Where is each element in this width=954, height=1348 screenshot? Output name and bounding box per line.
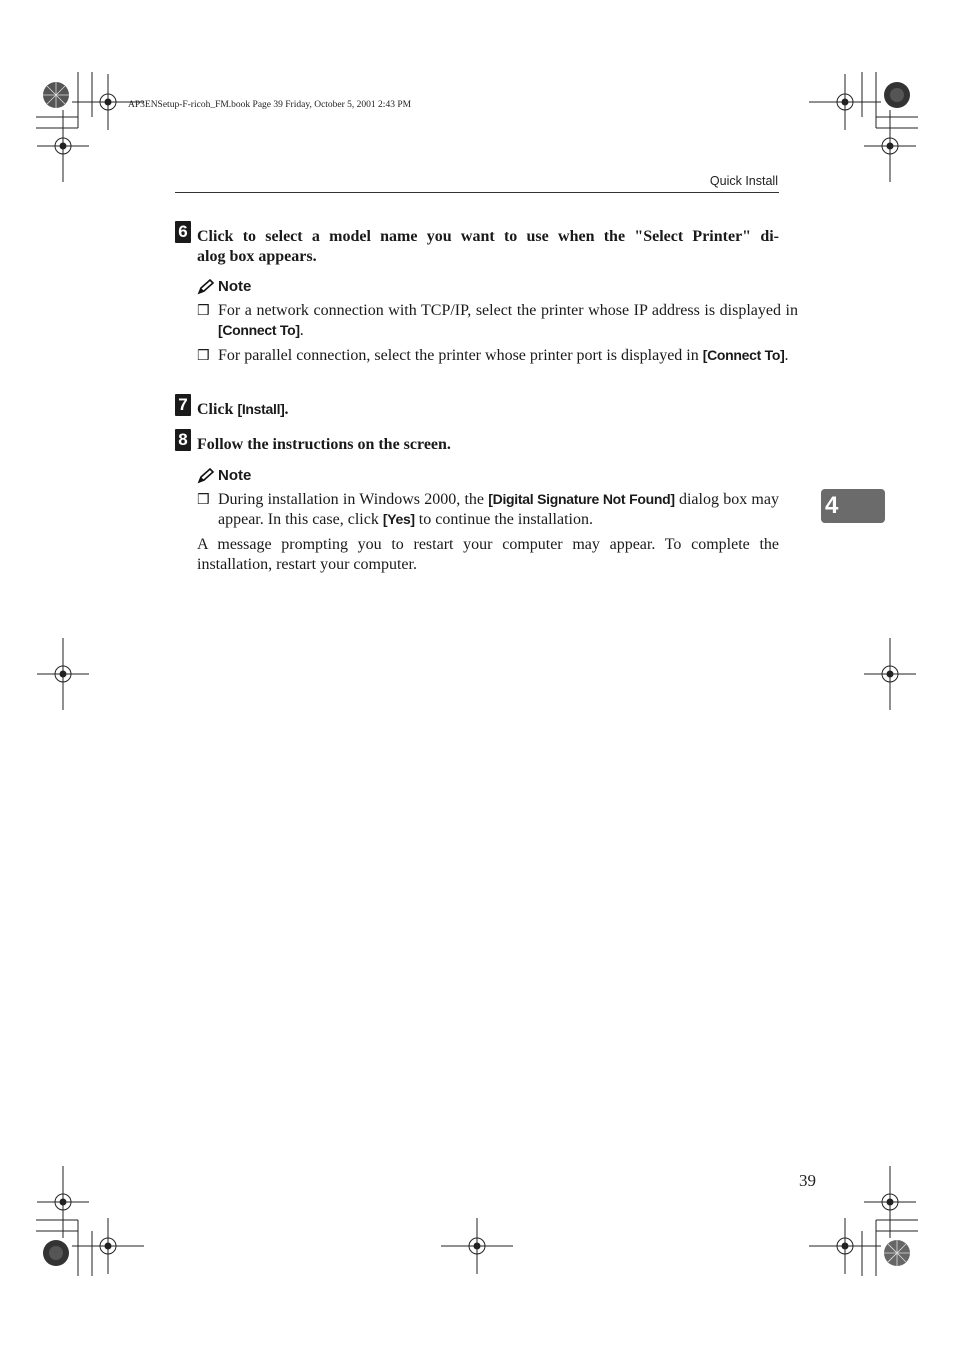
- note-item: [197, 301, 798, 340]
- note-text: to continue the installation.: [414, 510, 593, 528]
- ui-label: [Connect To]: [702, 347, 785, 363]
- note-title: Note: [218, 467, 252, 484]
- ui-label: [Install]: [237, 401, 285, 417]
- step-number: 8: [175, 429, 191, 451]
- ui-label: [Digital Signature Not Found]: [488, 491, 675, 507]
- page-number: 39: [799, 1171, 816, 1190]
- file-header: AP3ENSetup-F-ricoh_FM.book Page 39 Friday, October 5, 2001 2:43 PM: [128, 100, 412, 110]
- note-heading: [197, 278, 251, 295]
- ui-label: [Yes]: [382, 510, 415, 527]
- note-text: For a network connection with TCP/IP, select the printer whose IP address is displayed in: [218, 302, 798, 319]
- note-text: dialog box may appear. In this case, click: [218, 491, 779, 528]
- step-text: Follow the instructions on the screen.: [197, 436, 451, 453]
- step-text-part: Click: [197, 401, 238, 418]
- step-text: [197, 227, 779, 266]
- note-title: Note: [218, 278, 252, 295]
- pencil-icon: [197, 468, 215, 484]
- note-text: For parallel connection, select the printer whose printer port is displayed in: [218, 347, 703, 364]
- body-paragraph: A message prompting you to restart your computer may appear. To complete the installation, restart your computer.: [197, 536, 779, 573]
- checkbox-bullet-icon: ❒: [197, 303, 210, 319]
- step-number: 6: [175, 221, 191, 243]
- ui-label: [Connect To]: [218, 321, 300, 338]
- note-text: .: [299, 321, 304, 339]
- note-text: During installation in Windows 2000, the: [218, 491, 489, 508]
- note-text: .: [784, 347, 789, 364]
- checkbox-bullet-icon: ❒: [197, 492, 210, 508]
- note-item: [197, 490, 779, 529]
- step-text-line: Click to select a model name you want to use when the "Select Printer" di-: [197, 228, 779, 245]
- pencil-icon: [197, 279, 215, 295]
- step-number: 7: [175, 394, 191, 416]
- chapter-tab: 4: [821, 489, 885, 523]
- running-head: Quick Install: [709, 174, 778, 188]
- checkbox-bullet-icon: ❒: [197, 348, 210, 364]
- step-text: [197, 400, 289, 420]
- header-rule: [175, 192, 779, 193]
- note-heading: [197, 467, 251, 484]
- step-text-part: .: [284, 401, 289, 418]
- note-item: [197, 346, 798, 366]
- step-text-line: alog box appears.: [197, 247, 317, 265]
